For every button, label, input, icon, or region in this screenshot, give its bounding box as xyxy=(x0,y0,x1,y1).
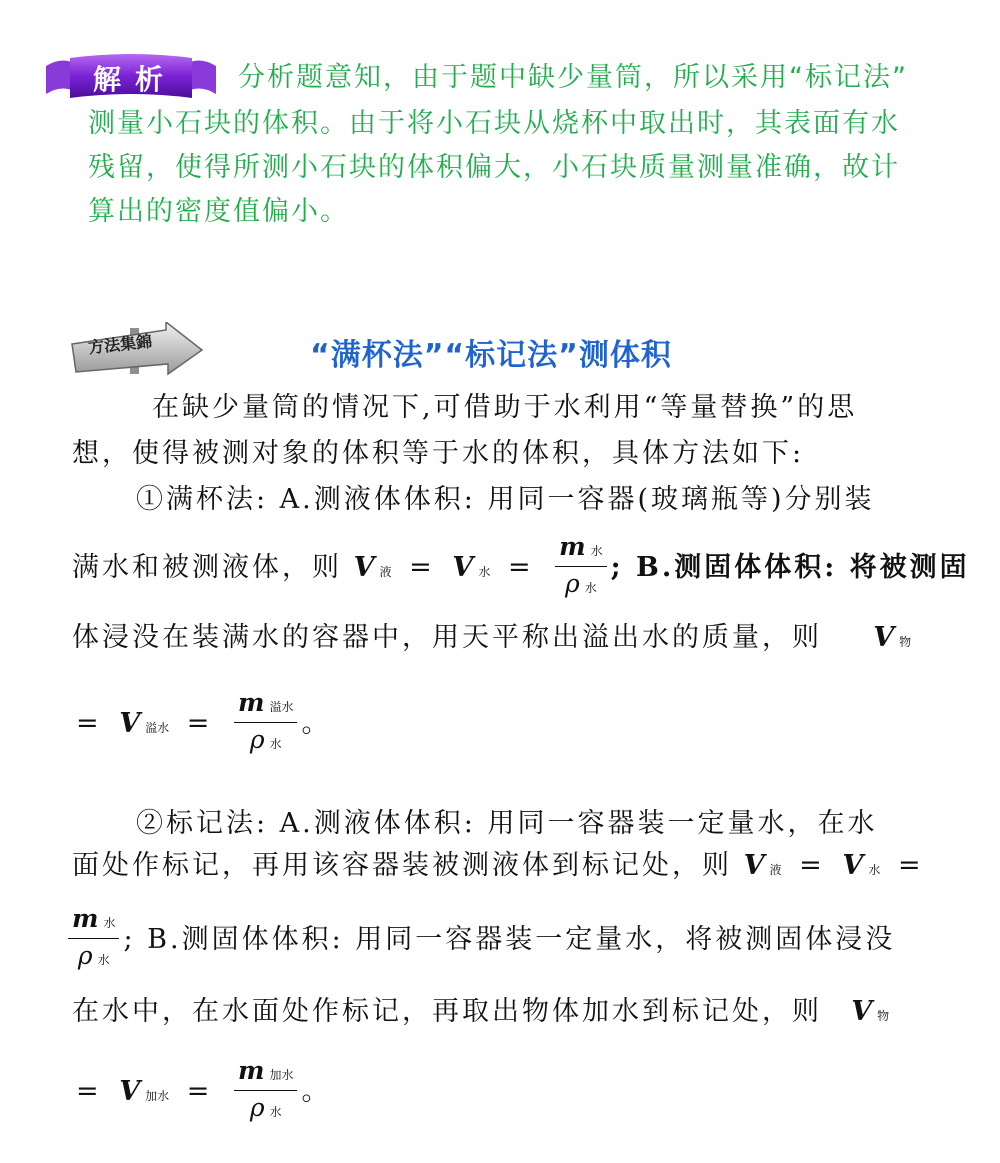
mark-formula-line xyxy=(72,994,889,1034)
density-symbol: ρ xyxy=(249,725,268,754)
volume-symbol: V xyxy=(842,850,867,881)
subscript-water: 水 xyxy=(97,953,110,967)
period: 。 xyxy=(301,708,332,739)
volume-symbol: V xyxy=(119,708,144,739)
density-symbol: ρ xyxy=(565,569,583,598)
density-symbol: ρ xyxy=(249,1093,268,1122)
equals-sign: = xyxy=(76,708,102,739)
volume-symbol: V xyxy=(851,996,876,1027)
subscript-water: 水 xyxy=(269,1105,282,1119)
subscript-object: 物 xyxy=(899,635,912,649)
subscript-added-water: 加水 xyxy=(269,1068,294,1082)
mass-over-density-fraction xyxy=(555,534,606,603)
analysis-line: 算出的密度值偏小。 xyxy=(88,196,349,227)
full-cup-formula-line xyxy=(72,620,911,660)
mass-over-density-fraction xyxy=(234,1058,297,1127)
subscript-water: 水 xyxy=(868,863,881,877)
subscript-water: 水 xyxy=(584,581,597,595)
equals-sign: = xyxy=(507,552,534,583)
mark-text: ; B.测固体体积: 用同一容器装一定量水，将被测固体浸没 xyxy=(123,924,896,955)
subscript-added-water: 加水 xyxy=(145,1089,170,1103)
subscript-overflow-water: 溢水 xyxy=(269,700,294,714)
volume-symbol: V xyxy=(743,850,768,881)
subscript-water: 水 xyxy=(590,544,603,558)
intro-line: 在缺少量筒的情况下,可借助于水利用“等量替换”的思 xyxy=(152,392,858,423)
volume-symbol: V xyxy=(452,552,477,583)
period: 。 xyxy=(301,1076,332,1107)
subscript-water: 水 xyxy=(269,737,282,751)
full-cup-text: 满水和被测液体，则 xyxy=(72,552,342,583)
mark-line: ②标记法: A.测液体体积: 用同一容器装一定量水，在水 xyxy=(136,808,878,839)
mass-over-density-fraction xyxy=(234,690,297,759)
equals-sign: = xyxy=(897,850,924,881)
mark-formula-line xyxy=(76,1058,331,1127)
full-cup-formula-line xyxy=(72,534,970,603)
subscript-liquid: 液 xyxy=(379,565,392,579)
volume-symbol: V xyxy=(353,552,378,583)
method-badge: 方法集錦 xyxy=(87,331,153,358)
full-cup-text: ; B.测固体体积: 将被测固 xyxy=(610,552,970,583)
subscript-object: 物 xyxy=(877,1009,890,1023)
mass-symbol: m xyxy=(559,532,589,561)
analysis-line: 分析题意知，由于题中缺少量筒，所以采用“标记法” xyxy=(238,62,908,93)
full-cup-line: ①满杯法: A.测液体体积: 用同一容器(玻璃瓶等)分别装 xyxy=(136,484,875,515)
method-title: “满杯法”“标记法”测体积 xyxy=(310,338,672,373)
analysis-line: 测量小石块的体积。由于将小石块从烧杯中取出时，其表面有水 xyxy=(88,108,900,139)
equals-sign: = xyxy=(186,1076,213,1107)
full-cup-formula-line xyxy=(76,690,331,759)
mass-symbol: m xyxy=(238,688,268,717)
mass-symbol: m xyxy=(72,904,102,933)
equals-sign: = xyxy=(186,708,213,739)
subscript-water: 水 xyxy=(103,916,116,930)
volume-symbol: V xyxy=(119,1076,144,1107)
mass-over-density-fraction xyxy=(68,906,119,975)
volume-symbol: V xyxy=(873,622,898,653)
mark-text: 在水中，在水面处作标记，再取出物体加水到标记处，则 xyxy=(72,996,822,1027)
mark-text: 面处作标记，再用该容器装被测液体到标记处，则 xyxy=(72,850,732,881)
analysis-badge: 解析 xyxy=(92,63,177,96)
subscript-liquid: 液 xyxy=(769,863,782,877)
equals-sign: = xyxy=(409,552,435,583)
analysis-line: 残留，使得所测小石块的体积偏大，小石块质量测量准确，故计 xyxy=(88,152,900,183)
mark-formula-line xyxy=(68,906,895,975)
intro-line: 想，使得被测对象的体积等于水的体积，具体方法如下: xyxy=(72,438,805,469)
mark-formula-line xyxy=(72,848,930,888)
subscript-overflow-water: 溢水 xyxy=(145,721,170,735)
full-cup-text: 体浸没在装满水的容器中，用天平称出溢出水的质量，则 xyxy=(72,622,822,653)
mass-symbol: m xyxy=(238,1056,268,1085)
subscript-water: 水 xyxy=(478,565,491,579)
equals-sign: = xyxy=(76,1076,102,1107)
equals-sign: = xyxy=(799,850,825,881)
density-symbol: ρ xyxy=(77,941,96,970)
